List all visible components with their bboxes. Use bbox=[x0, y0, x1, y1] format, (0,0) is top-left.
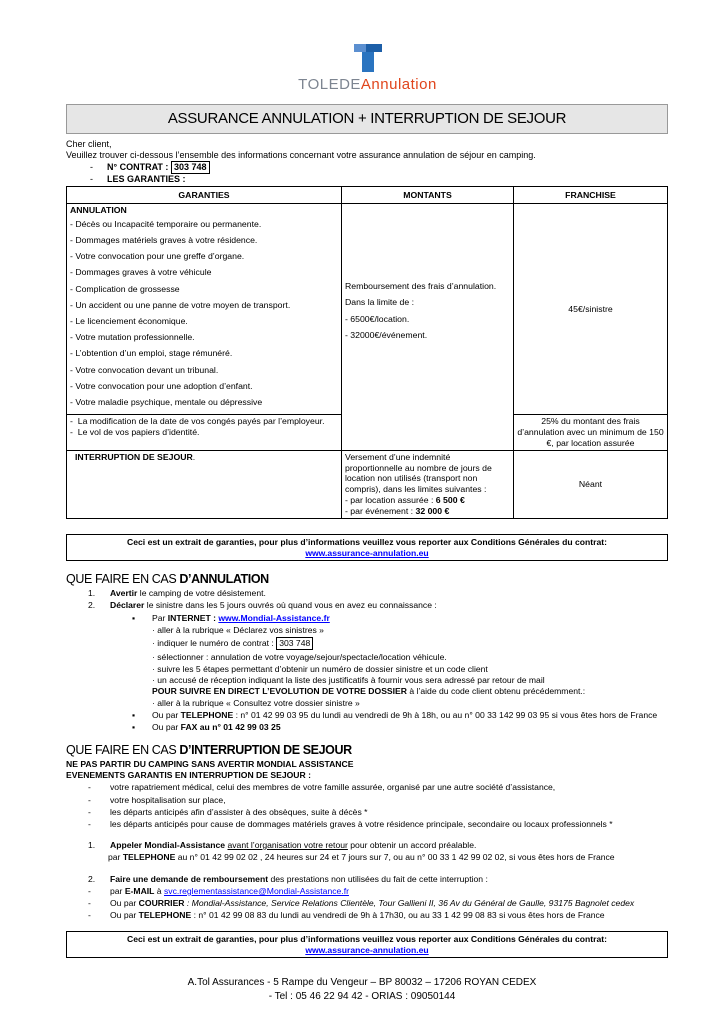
page-title: ASSURANCE ANNULATION + INTERRUPTION DE SEJOUR bbox=[66, 104, 668, 134]
logo-text: TOLEDEAnnulation bbox=[298, 76, 437, 93]
section-annulation-title: QUE FAIRE EN CAS D’ANNULATION bbox=[66, 572, 269, 586]
table-header-row bbox=[67, 187, 668, 204]
email-link[interactable]: svc.reglementassistance@Mondial-Assistance.fr bbox=[163, 886, 349, 896]
sub-step: · sélectionner : annulation de votre voyage/sejour/spectacle/location véhicule. bbox=[152, 652, 447, 662]
courrier-line: - Ou par COURRIER : Mondial-Assistance, Service Relations Clientèle, Tour Gallieni II, 36 Av du Général de Gaulle, 93175 Bagnolet cedex bbox=[88, 898, 635, 908]
step-appeler: 1. Appeler Mondial-Assistance avant l’organisation votre retour pour obtenir un accord préalable. bbox=[88, 840, 477, 850]
fax-line: ▪ Ou par FAX au n° 01 42 99 03 25 bbox=[132, 722, 281, 732]
mondial-link[interactable]: www.Mondial-Assistance.fr bbox=[218, 613, 330, 623]
step-remboursement: 2. Faire une demande de remboursement des prestations non utilisées du fait de cette interruption : bbox=[88, 874, 488, 884]
section-interruption-title: QUE FAIRE EN CAS D’INTERRUPTION DE SEJOUR bbox=[66, 743, 352, 757]
header-montants: MONTANTS bbox=[342, 187, 514, 204]
list-item: - votre hospitalisation sur place, bbox=[88, 795, 226, 805]
list-item: - Dommages graves à votre véhicule bbox=[70, 264, 338, 280]
interruption-amount-cell: Versement d’une indemnité proportionnelle au nombre de jours de location non utilisés (transport non compris), dans les limites suivantes : - par location assurée : 6 500 € - par événement : 32 000 € bbox=[342, 450, 514, 518]
contract-line: - N° CONTRAT : 303 748 bbox=[90, 161, 210, 174]
header-franchise: FRANCHISE bbox=[514, 187, 668, 204]
tel-line: ▪ Ou par TELEPHONE : n° 01 42 99 03 95 du lundi au vendredi de 9h à 18h, ou au n° 00 33 142 99 03 95 si vous êtes hors de France bbox=[132, 710, 658, 720]
notice-box bbox=[66, 534, 668, 561]
list-item: - L’obtention d’un emploi, stage rémunéré. bbox=[70, 345, 338, 361]
suivre-line: POUR SUIVRE EN DIRECT L’EVOLUTION DE VOTRE DOSSIER à l’aide du code client obtenu précédemment.: bbox=[152, 686, 586, 696]
list-item: - La modification de la date de vos congés payés par l’employeur. bbox=[70, 416, 325, 426]
list-item: - Un accident ou une panne de votre moyen de transport. bbox=[70, 297, 338, 313]
greeting: Cher client, bbox=[66, 139, 112, 149]
notice-text: Ceci est un extrait de garanties, pour plus d’informations veuillez vous reporter aux Conditions Générales du contrat: bbox=[127, 934, 607, 944]
toledo-logo bbox=[280, 42, 455, 92]
email-line: - par E-MAIL à svc.reglementassistance@Mondial-Assistance.fr bbox=[88, 886, 349, 896]
amount-line: - 6500€/location. bbox=[345, 313, 410, 324]
warning-2: EVENEMENTS GARANTIS EN INTERRUPTION DE SEJOUR : bbox=[66, 770, 311, 780]
sub-step: · un accusé de réception indiquant la liste des justificatifs à fournir vous sera adressé par retour de mail bbox=[152, 675, 545, 685]
extra-franchise: 25% du montant des frais d’annulation avec un minimum de 150 €, par location assurée bbox=[514, 415, 668, 451]
annulation-cell bbox=[67, 204, 342, 415]
interruption-cell: INTERRUPTION DE SEJOUR. bbox=[67, 450, 342, 518]
step-declarer: 2. Déclarer le sinistre dans les 5 jours ouvrés où quand vous en avez eu connaissance : bbox=[88, 600, 437, 610]
notice-link[interactable]: www.assurance-annulation.eu bbox=[305, 547, 429, 558]
annulation-list bbox=[70, 216, 338, 410]
logo-t-icon bbox=[280, 42, 455, 76]
list-item: - Votre mutation professionnelle. bbox=[70, 329, 338, 345]
notice-text: Ceci est un extrait de garanties, pour plus d’informations veuillez vous reporter aux Conditions Générales du contrat: bbox=[127, 537, 607, 547]
list-item: - Complication de grossesse bbox=[70, 281, 338, 297]
annulation-franchise: 45€/sinistre bbox=[514, 204, 668, 415]
list-item: - Votre convocation devant un tribunal. bbox=[70, 362, 338, 378]
notice-box bbox=[66, 931, 668, 958]
list-item: - les départs anticipés afin d’assister à des obsèques, suite à décès * bbox=[88, 807, 368, 817]
table-row bbox=[67, 204, 668, 415]
appeler-tel: par TELEPHONE au n° 01 42 99 02 02 , 24 heures sur 24 et 7 jours sur 7, ou au n° 00 33 1 42 99 02 02, si vous êtes hors de France bbox=[108, 852, 615, 862]
interruption-franchise: Néant bbox=[514, 450, 668, 518]
extra-cell bbox=[67, 415, 342, 451]
internet-line: ▪ Par INTERNET : www.Mondial-Assistance.fr bbox=[132, 613, 330, 623]
guarantees-line: - LES GARANTIES : bbox=[90, 174, 186, 184]
sub-step: · aller à la rubrique « Consultez votre dossier sinistre » bbox=[152, 698, 360, 708]
sub-step: · aller à la rubrique « Déclarez vos sinistres » bbox=[152, 625, 324, 635]
list-item: - Votre maladie psychique, mentale ou dépressive bbox=[70, 394, 338, 410]
sub-step: · suivre les 5 étapes permettant d’obtenir un numéro de dossier sinistre et un code client bbox=[152, 664, 488, 674]
footer-address: A.Tol Assurances - 5 Rampe du Vengeur – BP 80032 – 17206 ROYAN CEDEX bbox=[187, 977, 537, 988]
header-garanties: GARANTIES bbox=[67, 187, 342, 204]
amount-line: - 32000€/événement. bbox=[345, 329, 428, 340]
step-avertir: 1. Avertir le camping de votre désistement. bbox=[88, 588, 266, 598]
annulation-amount-cell bbox=[342, 204, 514, 451]
list-item: - votre rapatriement médical, celui des membres de votre famille assurée, organisé par une autre société d’assistance, bbox=[88, 782, 556, 792]
amount-line: Remboursement des frais d’annulation. bbox=[345, 281, 497, 292]
list-item: - Votre convocation pour une adoption d’enfant. bbox=[70, 378, 338, 394]
list-item: - les départs anticipés pour cause de dommages matériels graves à votre résidence principale, secondaire ou locaux professionnels * bbox=[88, 819, 613, 829]
contract-number: 303 748 bbox=[171, 161, 210, 174]
footer-contact: - Tel : 05 46 22 94 42 - ORIAS : 09050144 bbox=[268, 991, 456, 1002]
amount-line: Dans la limite de : bbox=[345, 297, 415, 308]
intro-text: Veuillez trouver ci-dessous l’ensemble des informations concernant votre assurance annulation de séjour en camping. bbox=[66, 150, 536, 160]
list-item: - Le vol de vos papiers d’identité. bbox=[70, 426, 200, 437]
list-item: - Décès ou Incapacité temporaire ou permanente. bbox=[70, 216, 338, 232]
warning-1: NE PAS PARTIR DU CAMPING SANS AVERTIR MONDIAL ASSISTANCE bbox=[66, 759, 354, 769]
sub-step: · indiquer le numéro de contrat : 303 748 bbox=[152, 637, 313, 650]
guarantees-table bbox=[66, 186, 668, 519]
tel2-line: - Ou par TELEPHONE : n° 01 42 99 08 83 du lundi au vendredi de 9h à 17h30, ou au 33 1 42 99 08 83 si vous êtes hors de France bbox=[88, 910, 605, 920]
list-item: - Dommages matériels graves à votre résidence. bbox=[70, 232, 338, 248]
list-item: - Le licenciement économique. bbox=[70, 313, 338, 329]
annulation-label: ANNULATION bbox=[70, 205, 127, 215]
list-item: - Votre convocation pour une greffe d’organe. bbox=[70, 248, 338, 264]
notice-link[interactable]: www.assurance-annulation.eu bbox=[305, 944, 429, 955]
table-row bbox=[67, 450, 668, 518]
